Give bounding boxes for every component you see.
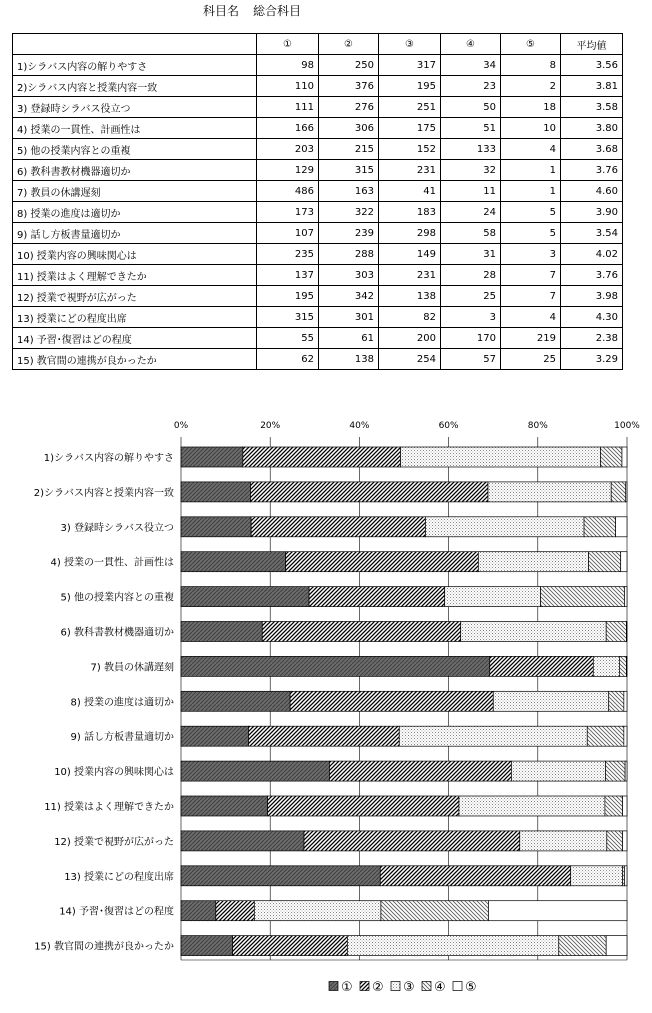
bar-segment	[624, 726, 627, 746]
x-tick-label: 20%	[260, 421, 281, 431]
table-cell: 303	[319, 265, 379, 286]
bar-segment	[511, 761, 605, 781]
table-cell: 57	[441, 349, 501, 370]
table-cell: 138	[379, 286, 441, 307]
bar-segment	[262, 622, 460, 642]
category-label: 14) 予習･復習はどの程度	[59, 906, 174, 918]
table-cell: 4	[501, 139, 561, 160]
table-cell: 7	[501, 265, 561, 286]
row-label: 9) 話し方板書量適切か	[13, 223, 257, 244]
table-cell: 3	[441, 307, 501, 328]
table-cell: 107	[257, 223, 319, 244]
table-cell: 129	[257, 160, 319, 181]
bar-segment	[622, 447, 627, 467]
category-label: 9) 話し方板書量適切か	[70, 732, 174, 744]
row-label: 3) 登録時シラバス役立つ	[13, 97, 257, 118]
table-cell: 110	[257, 76, 319, 97]
table-cell: 10	[501, 118, 561, 139]
table-cell: 231	[379, 160, 441, 181]
table-cell: 138	[319, 349, 379, 370]
x-tick-label: 40%	[349, 421, 370, 431]
row-label: 7) 教員の休講遅刻	[13, 181, 257, 202]
table-cell: 342	[319, 286, 379, 307]
column-header: ①	[257, 34, 319, 55]
table-cell: 133	[441, 139, 501, 160]
row-label: 10) 授業内容の興味関心は	[13, 244, 257, 265]
table-cell: 23	[441, 76, 501, 97]
category-label: 11) 授業はよく理解できたか	[44, 802, 174, 813]
table-cell: 276	[319, 97, 379, 118]
table-cell: 50	[441, 97, 501, 118]
legend-label: ⑤	[465, 980, 477, 995]
table-cell: 3.80	[561, 118, 623, 139]
row-label: 4) 授業の一貫性、計画性は	[13, 118, 257, 139]
table-cell: 25	[501, 349, 561, 370]
bar-segment	[624, 691, 627, 711]
table-cell: 3.56	[561, 55, 623, 76]
category-label: 8) 授業の進度は適切か	[70, 697, 174, 709]
table-cell: 239	[319, 223, 379, 244]
category-label: 3) 登録時シラバス役立つ	[60, 522, 174, 534]
bar-segment	[625, 761, 627, 781]
bar-segment	[541, 587, 625, 607]
legend-label: ④	[434, 980, 446, 995]
bar-segment	[624, 866, 627, 886]
table-cell: 195	[379, 76, 441, 97]
legend-swatch	[329, 982, 338, 991]
table-cell: 251	[379, 97, 441, 118]
bar-segment	[624, 587, 627, 607]
bar-segment	[605, 796, 623, 816]
bar-segment	[248, 726, 399, 746]
column-header: ④	[441, 34, 501, 55]
bar-segment	[459, 796, 605, 816]
table-cell: 3.76	[561, 160, 623, 181]
table-cell: 301	[319, 307, 379, 328]
table-cell: 317	[379, 55, 441, 76]
table-cell: 7	[501, 286, 561, 307]
table-cell: 18	[501, 97, 561, 118]
row-label: 5) 他の授業内容との重複	[13, 139, 257, 160]
table-cell: 4.30	[561, 307, 623, 328]
subject-value: 総合科目	[253, 4, 302, 18]
bar-segment	[606, 761, 626, 781]
table-cell: 24	[441, 202, 501, 223]
row-label: 13) 授業にどの程度出席	[13, 307, 257, 328]
table-cell: 2	[501, 76, 561, 97]
legend-swatch	[360, 982, 369, 991]
bar-segment	[181, 761, 329, 781]
table-cell: 3	[501, 244, 561, 265]
bar-segment	[606, 622, 626, 642]
bar-segment	[347, 936, 558, 956]
bar-segment	[243, 447, 401, 467]
x-tick-label: 80%	[527, 421, 548, 431]
table-cell: 5	[501, 223, 561, 244]
table-cell: 3.81	[561, 76, 623, 97]
table-cell: 152	[379, 139, 441, 160]
bar-segment	[181, 796, 268, 816]
table-cell: 173	[257, 202, 319, 223]
bar-segment	[601, 447, 622, 467]
table-cell: 55	[257, 328, 319, 349]
bar-segment	[286, 552, 479, 572]
bar-segment	[181, 901, 216, 921]
bar-segment	[488, 901, 627, 921]
row-label: 6) 教科書教材機器適切か	[13, 160, 257, 181]
table-cell: 170	[441, 328, 501, 349]
bar-segment	[181, 866, 380, 886]
table-cell: 3.68	[561, 139, 623, 160]
row-label: 1)シラバス内容の解りやすさ	[13, 55, 257, 76]
bar-segment	[181, 622, 262, 642]
bar-segment	[254, 901, 381, 921]
bar-segment	[520, 831, 607, 851]
row-label: 14) 予習･復習はどの程度	[13, 328, 257, 349]
bar-segment	[268, 796, 459, 816]
x-tick-label: 60%	[438, 421, 459, 431]
bar-segment	[309, 587, 445, 607]
row-label: 2)シラバス内容と授業内容一致	[13, 76, 257, 97]
bar-segment	[181, 447, 243, 467]
bar-segment	[593, 656, 619, 676]
bar-segment	[626, 656, 627, 676]
bar-segment	[304, 831, 520, 851]
table-cell: 31	[441, 244, 501, 265]
column-header: ③	[379, 34, 441, 55]
legend-swatch	[391, 982, 400, 991]
table-cell: 1	[501, 160, 561, 181]
table-cell: 219	[501, 328, 561, 349]
bar-segment	[571, 866, 623, 886]
table-cell: 98	[257, 55, 319, 76]
table-cell: 195	[257, 286, 319, 307]
table-cell: 3.76	[561, 265, 623, 286]
table-cell: 200	[379, 328, 441, 349]
bar-segment	[181, 831, 304, 851]
row-label: 15) 教官間の連携が良かったか	[13, 349, 257, 370]
table-cell: 231	[379, 265, 441, 286]
table-cell: 51	[441, 118, 501, 139]
x-tick-label: 100%	[614, 421, 640, 431]
x-tick-label: 0%	[173, 421, 189, 431]
bar-segment	[181, 482, 250, 502]
category-label: 5) 他の授業内容との重複	[60, 592, 174, 604]
table-cell: 111	[257, 97, 319, 118]
table-cell: 306	[319, 118, 379, 139]
bar-segment	[181, 656, 490, 676]
column-header: 平均値	[561, 34, 623, 55]
table-cell: 322	[319, 202, 379, 223]
bar-segment	[623, 831, 627, 851]
table-cell: 2.38	[561, 328, 623, 349]
bar-segment	[611, 482, 626, 502]
bar-segment	[329, 761, 511, 781]
bar-segment	[233, 936, 348, 956]
table-cell: 149	[379, 244, 441, 265]
table-cell: 4.60	[561, 181, 623, 202]
table-cell: 215	[319, 139, 379, 160]
legend-label: ③	[403, 980, 415, 995]
category-label: 10) 授業内容の興味関心は	[54, 767, 174, 779]
bar-segment	[181, 517, 251, 537]
table-cell: 82	[379, 307, 441, 328]
table-cell: 4.02	[561, 244, 623, 265]
table-cell: 3.98	[561, 286, 623, 307]
table-cell: 250	[319, 55, 379, 76]
table-cell: 203	[257, 139, 319, 160]
bar-segment	[425, 517, 584, 537]
table-cell: 376	[319, 76, 379, 97]
category-label: 13) 授業にどの程度出席	[64, 871, 174, 883]
legend-swatch	[422, 982, 431, 991]
table-cell: 8	[501, 55, 561, 76]
legend-label: ①	[341, 980, 353, 995]
bar-segment	[216, 901, 255, 921]
table-cell: 175	[379, 118, 441, 139]
table-cell: 62	[257, 349, 319, 370]
table-cell: 486	[257, 181, 319, 202]
table-cell: 183	[379, 202, 441, 223]
category-label: 2)シラバス内容と授業内容一致	[33, 487, 174, 499]
table-cell: 11	[441, 181, 501, 202]
bar-segment	[616, 517, 627, 537]
bar-segment	[587, 726, 624, 746]
bar-segment	[181, 691, 290, 711]
bar-segment	[381, 901, 489, 921]
bar-segment	[290, 691, 493, 711]
bar-segment	[623, 796, 627, 816]
legend-swatch	[453, 982, 462, 991]
category-label: 15) 教官間の連携が良かったか	[34, 941, 174, 953]
bar-segment	[399, 726, 587, 746]
table-cell: 61	[319, 328, 379, 349]
category-label: 1)シラバス内容の解りやすさ	[43, 453, 174, 464]
bar-segment	[478, 552, 588, 572]
category-label: 4) 授業の一貫性、計画性は	[50, 557, 174, 569]
bar-segment	[181, 587, 309, 607]
table-cell: 288	[319, 244, 379, 265]
table-cell: 32	[441, 160, 501, 181]
row-label: 11) 授業はよく理解できたか	[13, 265, 257, 286]
table-cell: 235	[257, 244, 319, 265]
table-cell: 41	[379, 181, 441, 202]
table-cell: 58	[441, 223, 501, 244]
table-cell: 298	[379, 223, 441, 244]
bar-segment	[619, 656, 626, 676]
table-cell: 25	[441, 286, 501, 307]
table-cell: 315	[257, 307, 319, 328]
table-cell: 254	[379, 349, 441, 370]
table-cell: 34	[441, 55, 501, 76]
bar-segment	[493, 691, 608, 711]
row-label: 8) 授業の進度は適切か	[13, 202, 257, 223]
bar-segment	[181, 726, 248, 746]
table-cell: 315	[319, 160, 379, 181]
bar-segment	[609, 691, 624, 711]
table-cell: 166	[257, 118, 319, 139]
table-cell: 28	[441, 265, 501, 286]
table-cell: 5	[501, 202, 561, 223]
row-label: 12) 授業で視野が広がった	[13, 286, 257, 307]
bar-segment	[626, 482, 627, 502]
bar-segment	[606, 936, 627, 956]
bar-segment	[589, 552, 621, 572]
bar-segment	[251, 517, 425, 537]
bar-segment	[607, 831, 623, 851]
bar-segment	[621, 552, 627, 572]
table-cell: 3.58	[561, 97, 623, 118]
table-cell: 4	[501, 307, 561, 328]
table-cell: 137	[257, 265, 319, 286]
column-header: ②	[319, 34, 379, 55]
bar-segment	[250, 482, 488, 502]
bar-segment	[181, 552, 286, 572]
category-label: 12) 授業で視野が広がった	[54, 836, 174, 848]
bar-segment	[488, 482, 611, 502]
bar-segment	[584, 517, 616, 537]
bar-segment	[559, 936, 606, 956]
category-label: 7) 教員の休講遅刻	[90, 662, 174, 674]
bar-segment	[380, 866, 570, 886]
table-cell: 3.90	[561, 202, 623, 223]
table-cell: 3.54	[561, 223, 623, 244]
table-cell: 1	[501, 181, 561, 202]
bar-segment	[445, 587, 541, 607]
column-header: ⑤	[501, 34, 561, 55]
bar-segment	[401, 447, 601, 467]
legend-label: ②	[372, 980, 384, 995]
bar-segment	[461, 622, 607, 642]
bar-segment	[490, 656, 594, 676]
table-cell: 163	[319, 181, 379, 202]
bar-segment	[181, 936, 233, 956]
subject-label: 科目名	[203, 4, 240, 18]
category-label: 6) 教科書教材機器適切か	[60, 627, 174, 639]
table-cell: 3.29	[561, 349, 623, 370]
bar-segment	[626, 622, 627, 642]
